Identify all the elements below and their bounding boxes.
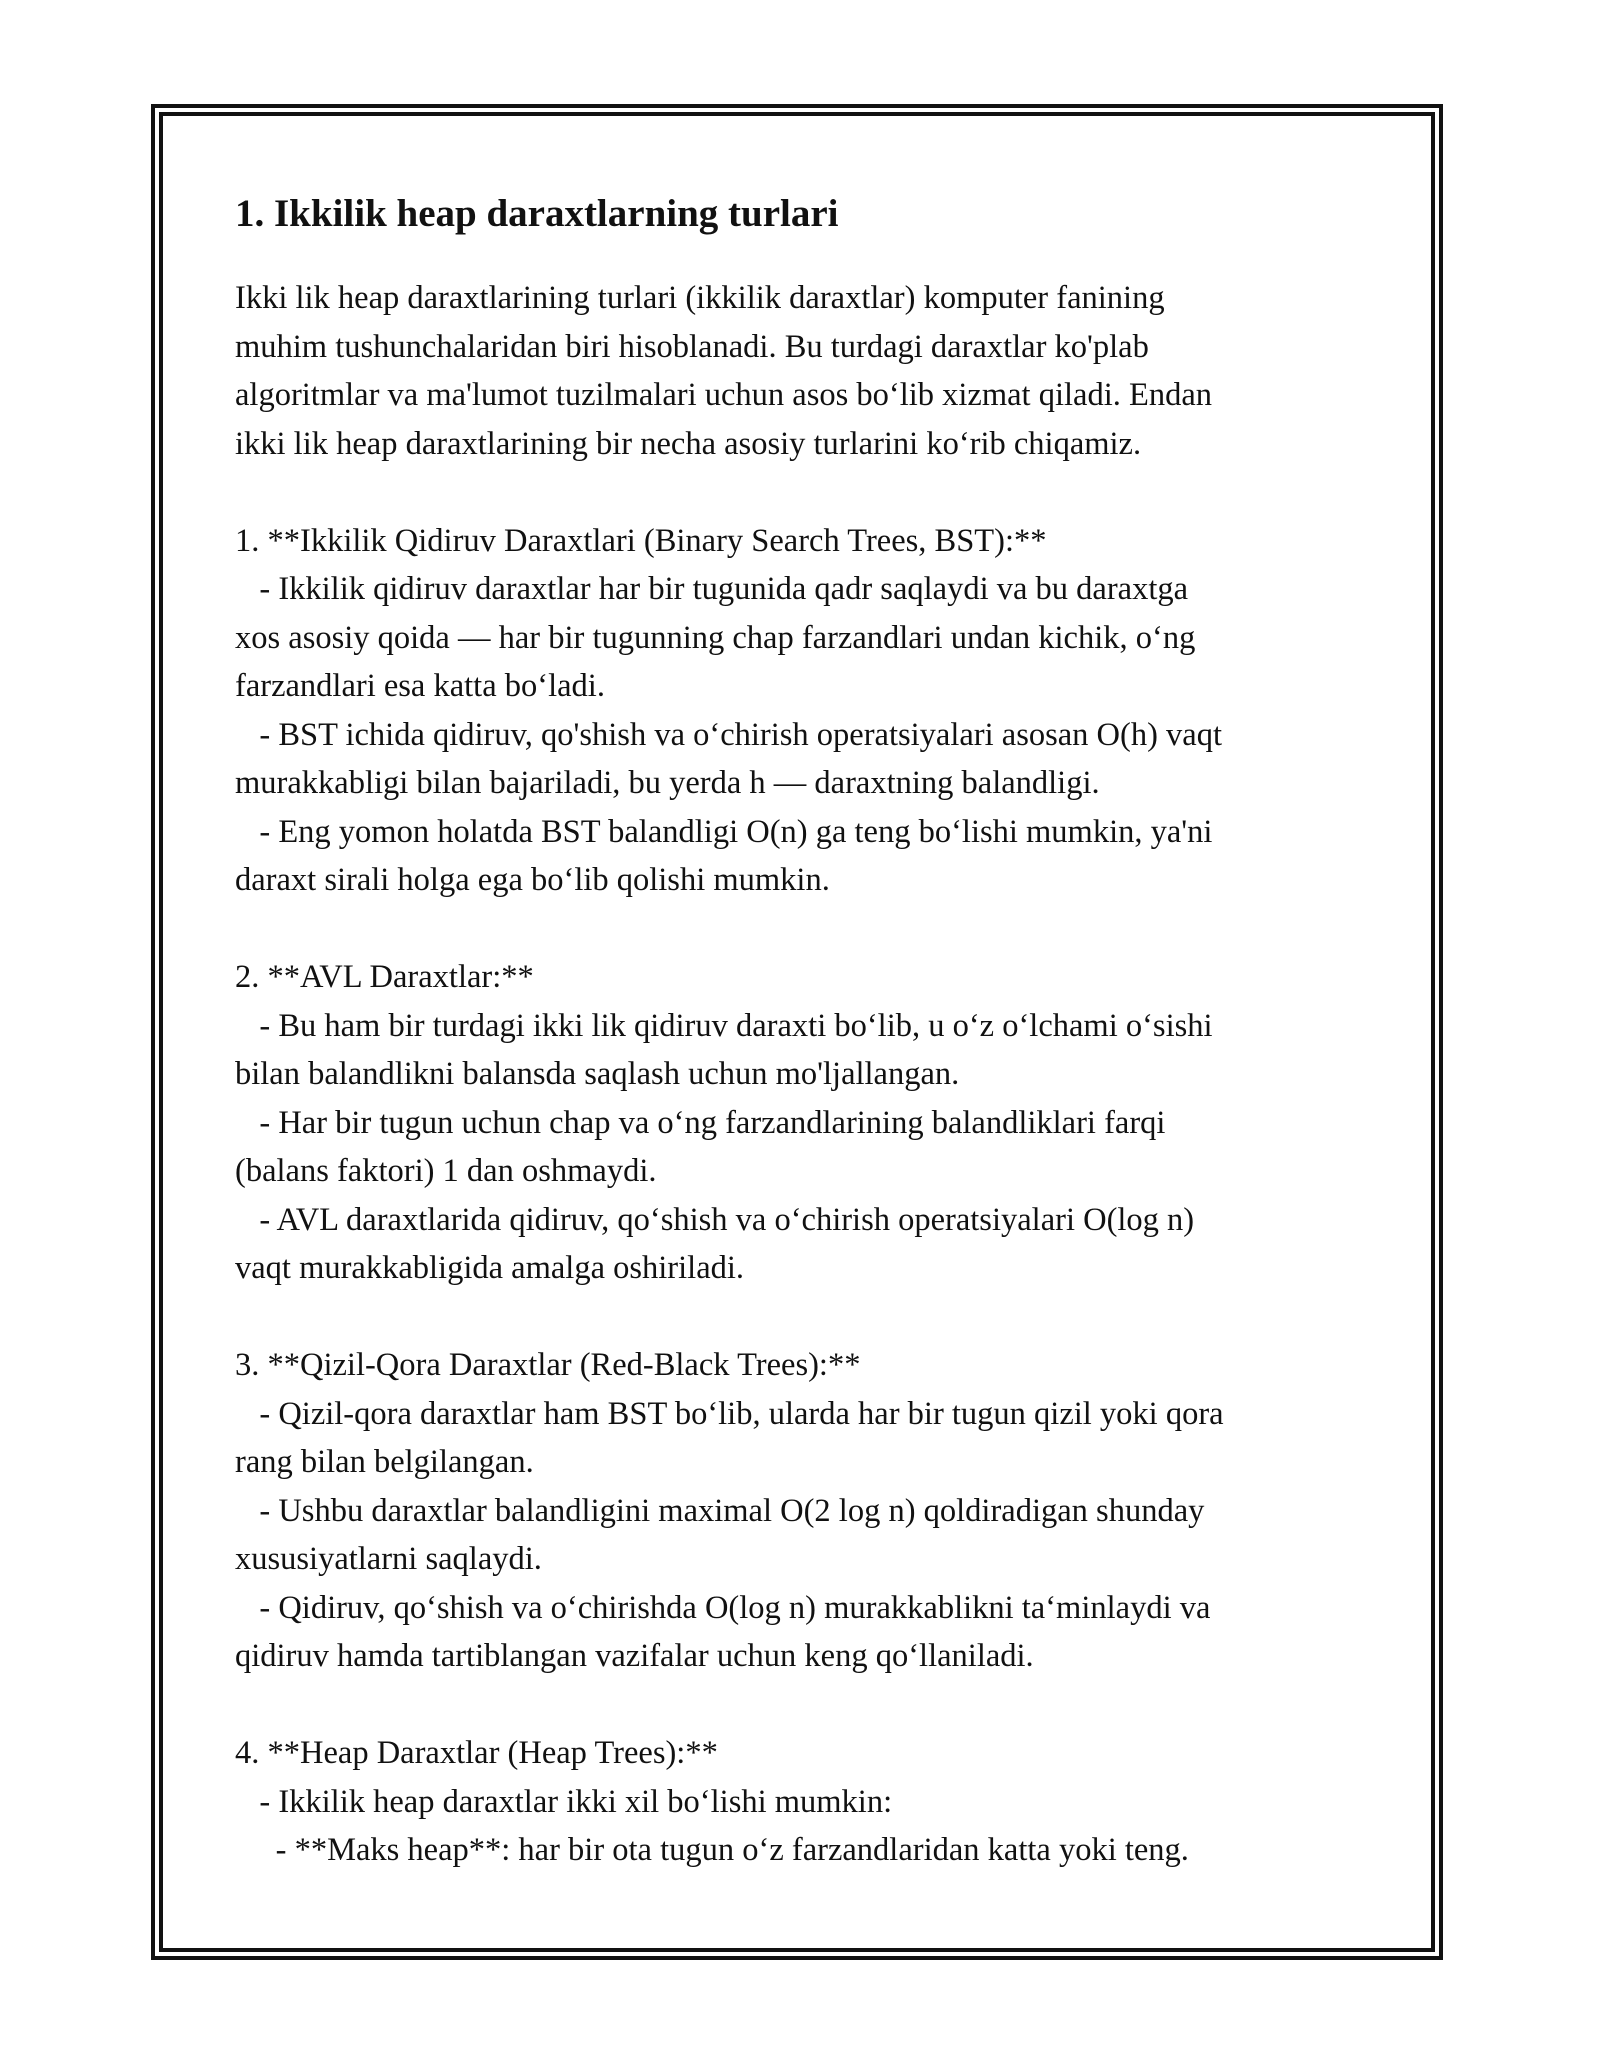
text-line: - Qizil-qora daraxtlar ham BST bo‘lib, ularda har bir tugun qizil yoki qora	[235, 1395, 1224, 1432]
list-item-title: 3. **Qizil-Qora Daraxtlar (Red-Black Trees):**	[235, 1347, 861, 1383]
text-line: - Ushbu daraxtlar balandligini maximal O(2 log n) qoldiradigan shunday	[235, 1492, 1205, 1529]
blank-line	[235, 1681, 1375, 1730]
text-line: xos asosiy qoida — har bir tugunning chap farzandlari undan kichik, o‘ng	[235, 619, 1196, 656]
document-body	[235, 188, 1375, 1875]
text-line: (balans faktori) 1 dan oshmaydi.	[235, 1153, 657, 1189]
text-line: - Eng yomon holatda BST balandligi O(n) ga teng bo‘lishi mumkin, ya'ni	[235, 813, 1213, 850]
text-line: vaqt murakkabligida amalga oshiriladi.	[235, 1250, 745, 1286]
text-line: qidiruv hamda tartiblangan vazifalar uchun keng qo‘llaniladi.	[235, 1638, 1034, 1674]
list-item-title: 4. **Heap Daraxtlar (Heap Trees):**	[235, 1735, 718, 1771]
text-line: ikki lik heap daraxtlarining bir necha asosiy turlarini ko‘rib chiqamiz.	[235, 425, 1142, 462]
text-line: - Bu ham bir turdagi ikki lik qidiruv daraxti bo‘lib, u o‘z o‘lchami o‘sishi	[235, 1007, 1213, 1044]
text-line: - Ikkilik heap daraxtlar ikki xil bo‘lishi mumkin:	[235, 1783, 893, 1820]
red-black-section	[235, 1341, 1375, 1681]
text-line: - AVL daraxtlarida qidiruv, qo‘shish va o‘chirish operatsiyalari O(log n)	[235, 1201, 1195, 1238]
text-line: murakkabligi bilan bajariladi, bu yerda h — daraxtning balandligi.	[235, 765, 1100, 801]
list-item-title: 2. **AVL Daraxtlar:**	[235, 959, 534, 995]
text-line: daraxt sirali holga ega bo‘lib qolishi mumkin.	[235, 862, 830, 898]
text-line: Ikki lik heap daraxtlarining turlari (ikkilik daraxtlar) komputer fanining	[235, 280, 1165, 316]
text-line: algoritmlar va ma'lumot tuzilmalari uchun asos bo‘lib xizmat qiladi. Endan	[235, 377, 1212, 413]
blank-line	[235, 1293, 1375, 1342]
text-line: xususiyatlarni saqlaydi.	[235, 1541, 542, 1577]
blank-line	[235, 905, 1375, 954]
text-line: farzandlari esa katta bo‘ladi.	[235, 668, 605, 704]
text-line: - **Maks heap**: har bir ota tugun o‘z farzandlaridan katta yoki teng.	[235, 1832, 1189, 1868]
text-line: muhim tushunchalaridan biri hisoblanadi. Bu turdagi daraxtlar ko'plab	[235, 328, 1149, 365]
text-line: - Ikkilik qidiruv daraxtlar har bir tugunida qadr saqlaydi va bu daraxtga	[235, 571, 1189, 607]
avl-section	[235, 953, 1375, 1293]
text-line: - Har bir tugun uchun chap va o‘ng farzandlarining balandliklari farqi	[235, 1104, 1166, 1141]
section-heading: 1. Ikkilik heap daraxtlarning turlari	[235, 192, 839, 235]
heap-section	[235, 1729, 1375, 1875]
text-line: bilan balandlikni balansda saqlash uchun mo'ljallangan.	[235, 1056, 960, 1092]
intro-paragraph	[235, 274, 1375, 468]
text-line: rang bilan belgilangan.	[235, 1444, 534, 1480]
blank-line	[235, 468, 1375, 517]
text-line: - Qidiruv, qo‘shish va o‘chirishda O(log n) murakkablikni ta‘minlaydi va	[235, 1589, 1211, 1626]
list-item-title: 1. **Ikkilik Qidiruv Daraxtlari (Binary Search Trees, BST):**	[235, 522, 1047, 559]
bst-section	[235, 517, 1375, 905]
text-line: - BST ichida qidiruv, qo'shish va o‘chirish operatsiyalari asosan O(h) vaqt	[235, 716, 1222, 753]
